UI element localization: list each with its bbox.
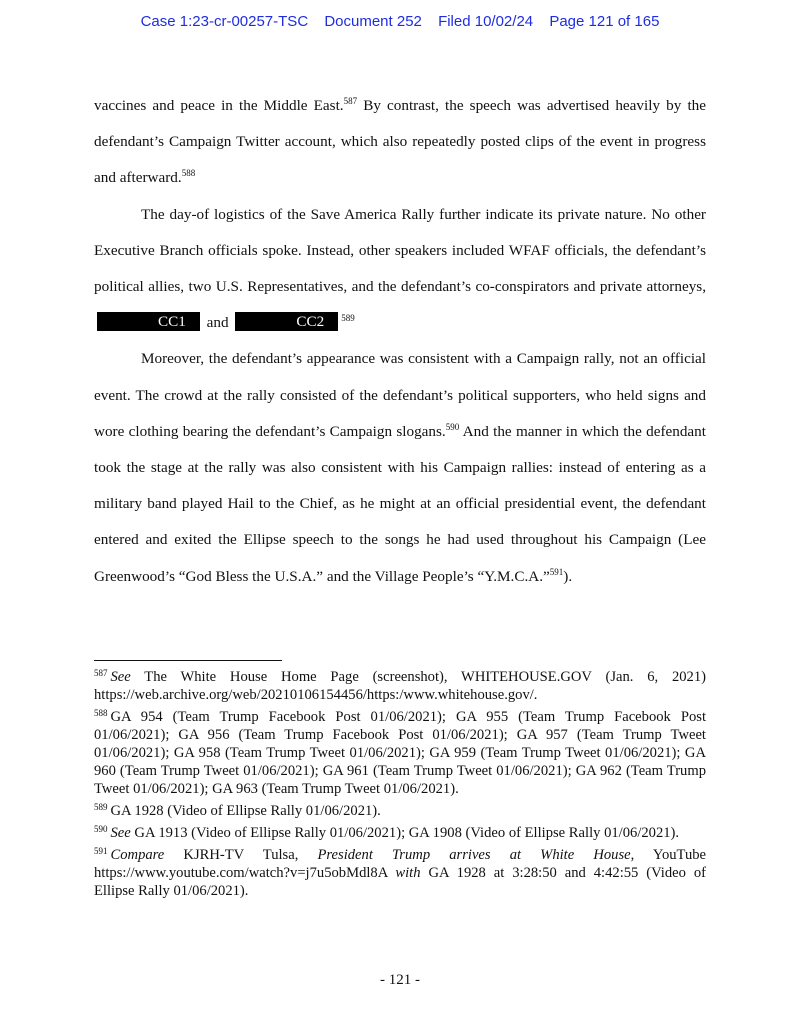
redaction-box-cc1: CC1 [97,312,200,331]
footnote-591: $^{591}$ Compare KJRH-TV Tulsa, President Trump arrives at White House, YouTube https://www.youtube.com/watch?v=j7u5obMdl8A with GA 1928 at 3:28:50 and 4:42:55 (Video of Ellipse Rally 01/06/2021). [94,846,707,899]
paragraph-2: The day-of logistics of the Save America Rally further indicate its private nature. No other Executive Branch officials spoke. Instead, other speakers included WFAF officials, the defendant’s political allies, two U.S. Representatives, and the defendant’s co-conspirators and private attorneys, CC1 and CC2 $^{589}$ [94,205,706,332]
body-text [94,88,706,595]
footnotes [94,668,706,904]
footnote-588: $^{588}$ GA 954 (Team Trump Facebook Post 01/06/2021); GA 955 (Team Trump Facebook Post 01/06/2021); GA 956 (Team Trump Facebook Post 01/06/2021); GA 957 (Team Trump Tweet 01/06/2021); GA 958 (Team Trump Tweet 01/06/2021); GA 959 (Team Trump Tweet 01/06/2021); GA 960 (Team Trump Tweet 01/06/2021); GA 961 (Team Trump Tweet 01/06/2021); GA 962 (Team Trump Tweet 01/06/2021); GA 963 (Team Trump Tweet 01/06/2021). [94,708,706,797]
footnote-ref-590[interactable]: 590 [445,421,460,432]
footnote-587: $^{587}$ See The White House Home Page (screenshot), WHITEHOUSE.GOV (Jan. 6, 2021) https://web.archive.org/web/20210106154456/https:/www.whitehouse.gov/. [94,668,706,703]
footnote-590: $^{590}$ See GA 1913 (Video of Ellipse Rally 01/06/2021); GA 1908 (Video of Ellipse Rally 01/06/2021). [94,824,680,841]
footnote-ref-588[interactable]: 588 [181,168,196,179]
footnote-divider [94,660,282,661]
footnote-ref-589[interactable]: 589 [341,313,355,324]
page-count: Page 121 of 165 [549,13,660,30]
document-number: Document 252 [324,13,422,30]
paragraph-3: Moreover, the defendant’s appearance was consistent with a Campaign rally, not an official event. The crowd at the rally consisted of the defendant’s political supporters, who held signs and wore clothing bearing the defendant’s Campaign slogans.$^{590}$ And the manner in which the defendant took the stage at the rally was also consistent with his Campaign rallies: instead of entering as a military band played Hail to the Chief, as he might at an official presidential event, the defendant entered and exited the Ellipse speech to the songs he had used throughout his Campaign (Lee Greenwood’s “God Bless the U.S.A.” and the Village People’s “Y.M.C.A.”$^{591}$). [94,350,706,585]
footnote-ref-587[interactable]: 587 [343,96,358,106]
case-number: Case 1:23-cr-00257-TSC [140,13,309,30]
page-number: - 121 - [380,972,420,988]
filed-date: Filed 10/02/24 [438,13,534,30]
redaction-box-cc2: CC2 [235,312,338,331]
footnote-589: $^{589}$ GA 1928 (Video of Ellipse Rally 01/06/2021). [94,802,381,819]
case-header [0,13,800,30]
paragraph-1: vaccines and peace in the Middle East.$^{587}$ By contrast, the speech was advertised heavily by the defendant’s Campaign Twitter account, which also repeatedly posted clips of the event in progress and afterward.$^{588}$ [94,96,706,187]
footnote-ref-591[interactable]: 591 [549,566,564,577]
